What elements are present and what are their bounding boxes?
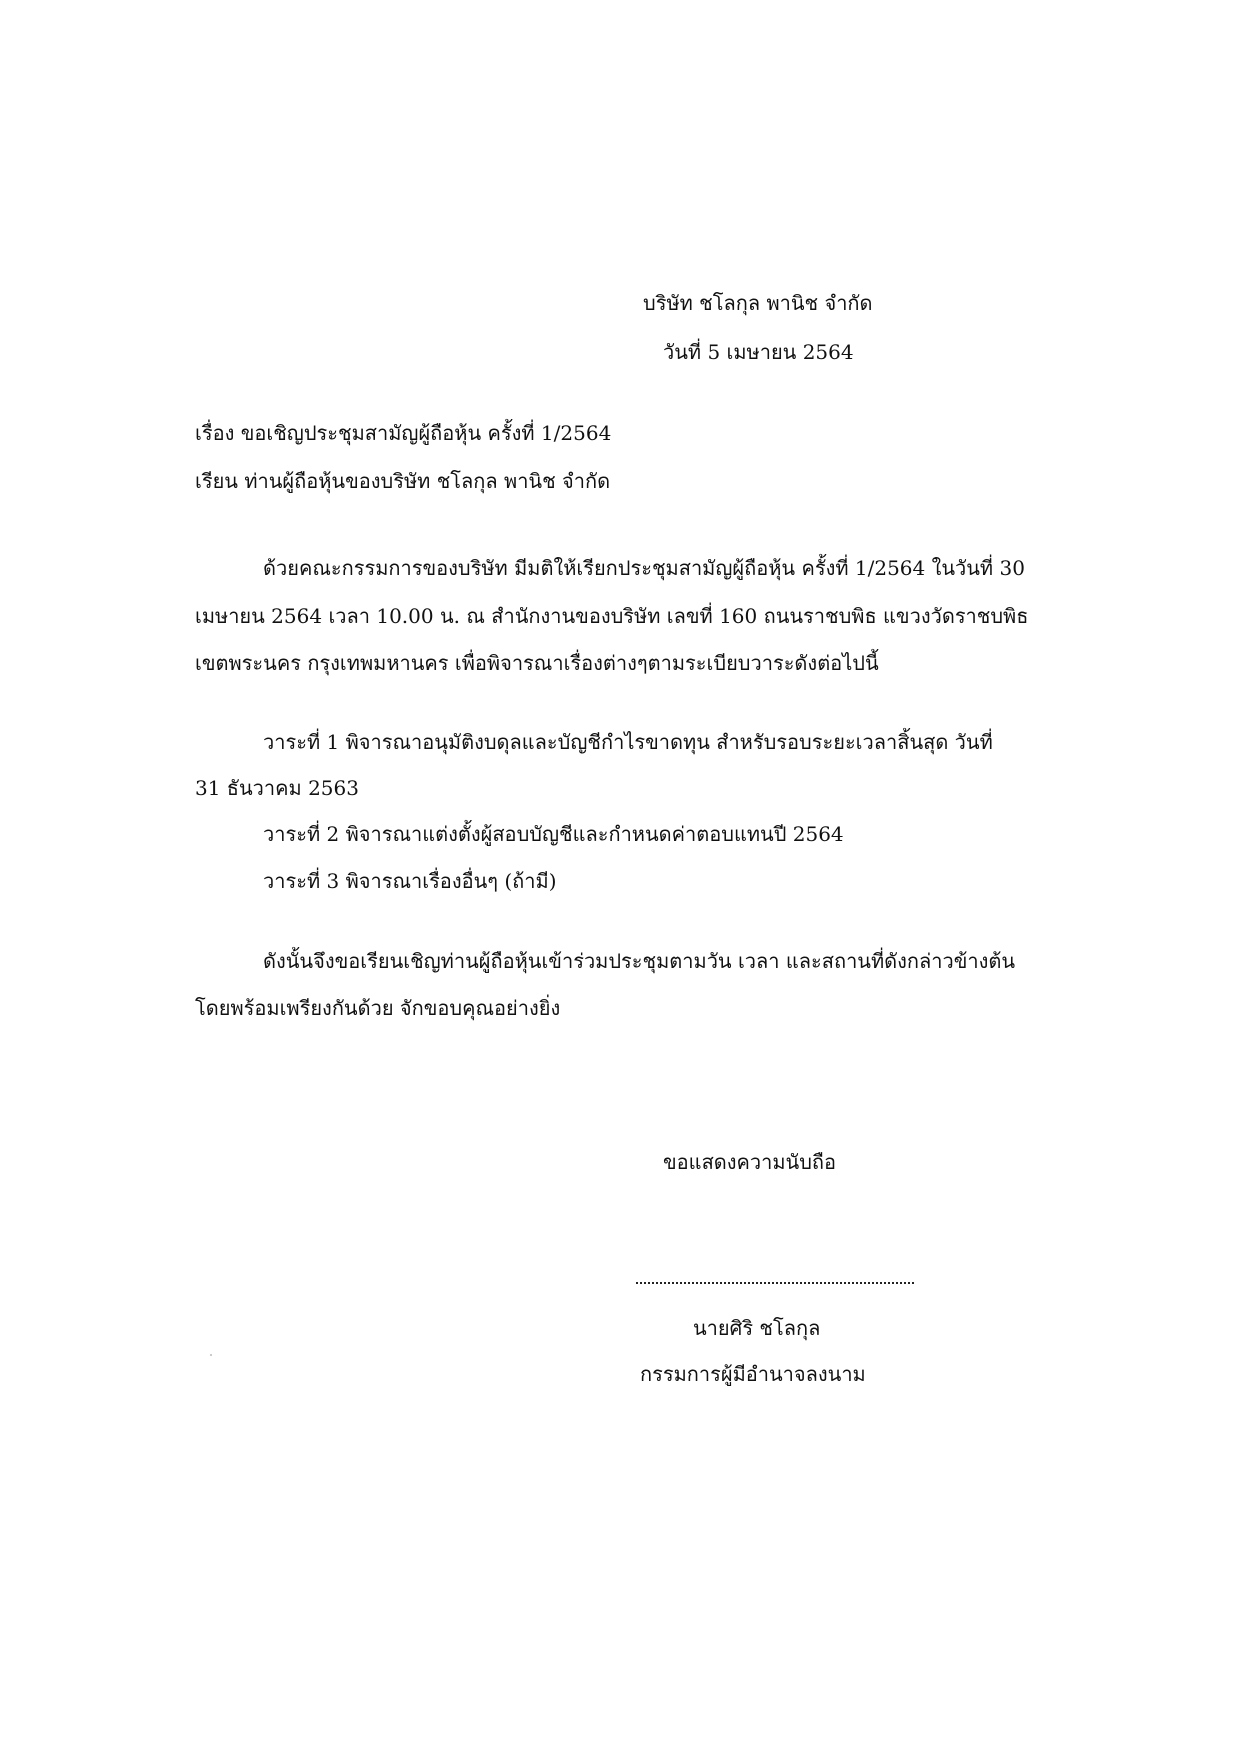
agenda-item-1-continued: 31 ธันวาคม 2563 <box>195 776 359 800</box>
agenda-item-2: วาระที่ 2 พิจารณาแต่งตั้งผู้สอบบัญชีและกำหนดค่าตอบแทนปี 2564 <box>263 822 844 846</box>
subject-line: เรื่อง ขอเชิญประชุมสามัญผู้ถือหุ้น ครั้งที่ 1/2564 <box>195 421 612 445</box>
signer-name: นายศิริ ชโลกุล <box>693 1316 821 1340</box>
recipient-line: เรียน ท่านผู้ถือหุ้นของบริษัท ชโลกุล พานิช จำกัด <box>195 469 611 493</box>
signature-line <box>636 1282 914 1284</box>
agenda-item-3: วาระที่ 3 พิจารณาเรื่องอื่นๆ (ถ้ามี) <box>263 869 557 893</box>
signer-title: กรรมการผู้มีอำนาจลงนาม <box>640 1362 866 1386</box>
paragraph-1-line-2: เมษายน 2564 เวลา 10.00 น. ณ สำนักงานของบริษัท เลขที่ 160 ถนนราชบพิธ แขวงวัดราชบพิธ <box>195 604 1029 628</box>
agenda-item-1: วาระที่ 1 พิจารณาอนุมัติงบดุลและบัญชีกำไรขาดทุน สำหรับรอบระยะเวลาสิ้นสุด วันที่ <box>263 730 993 754</box>
paragraph-1-line-1: ด้วยคณะกรรมการของบริษัท มีมติให้เรียกประชุมสามัญผู้ถือหุ้น ครั้งที่ 1/2564 ในวันที่ 30 <box>263 556 1025 580</box>
letter-date: วันที่ 5 เมษายน 2564 <box>663 340 854 364</box>
company-name: บริษัท ชโลกุล พานิช จำกัด <box>643 291 873 315</box>
paragraph-2-line-1: ดังนั้นจึงขอเรียนเชิญท่านผู้ถือหุ้นเข้าร่วมประชุมตามวัน เวลา และสถานที่ดังกล่าวข้างต้น <box>263 949 1016 973</box>
scan-speck <box>210 1354 212 1356</box>
closing-regards: ขอแสดงความนับถือ <box>663 1150 837 1174</box>
paragraph-1-line-3: เขตพระนคร กรุงเทพมหานคร เพื่อพิจารณาเรื่องต่างๆตามระเบียบวาระดังต่อไปนี้ <box>195 651 879 675</box>
paragraph-2-line-2: โดยพร้อมเพรียงกันด้วย จักขอบคุณอย่างยิ่ง <box>195 996 561 1020</box>
